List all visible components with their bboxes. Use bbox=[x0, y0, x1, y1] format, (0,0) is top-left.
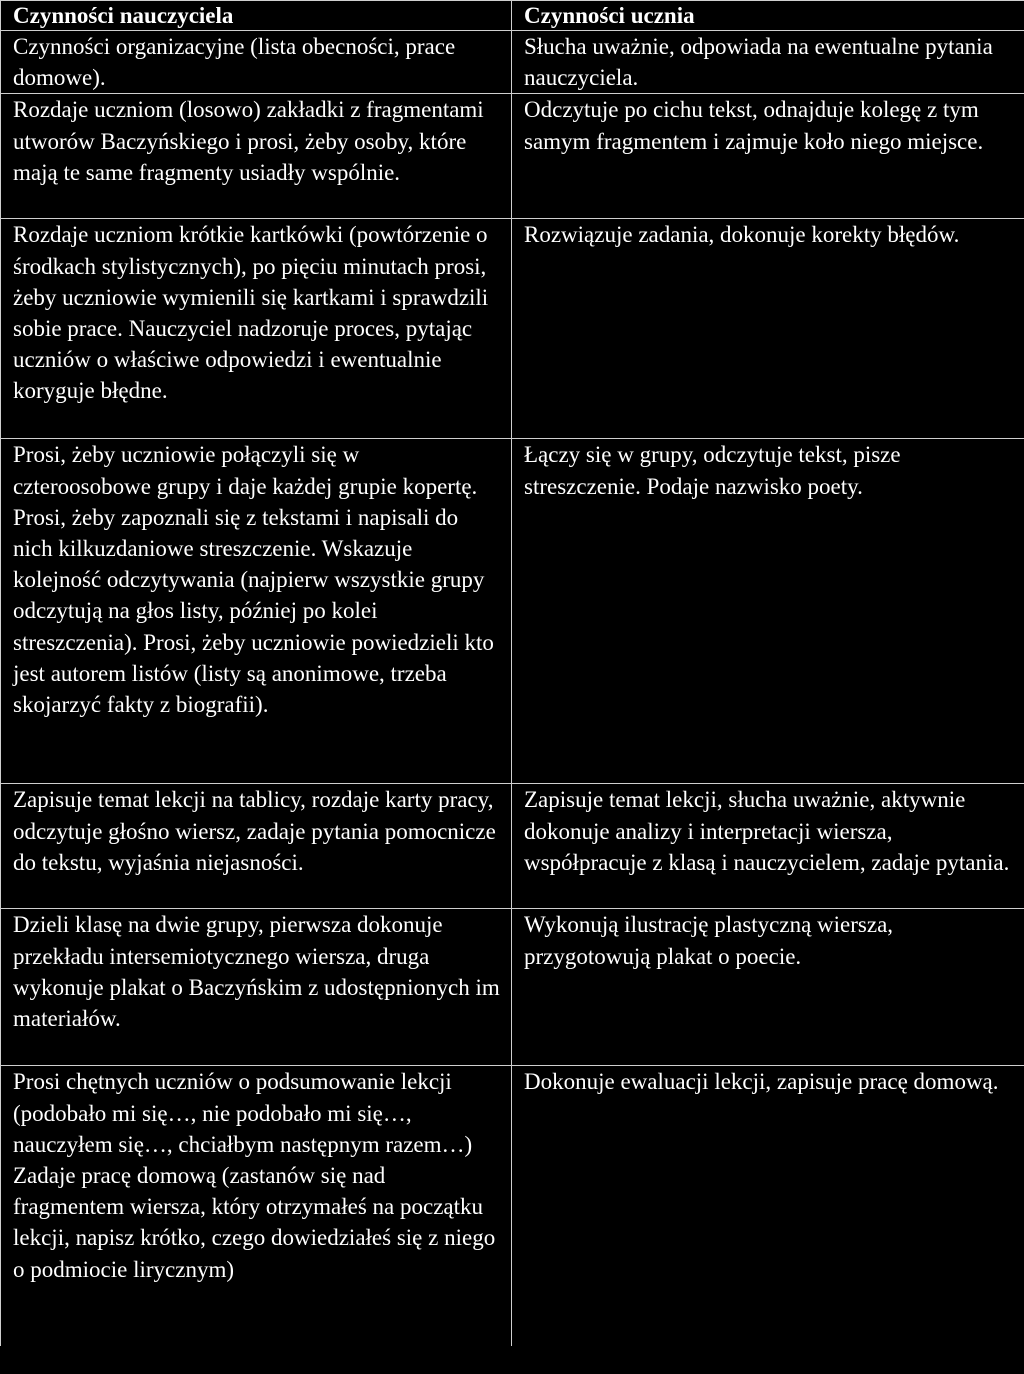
teacher-activities-header: Czynności nauczyciela bbox=[1, 1, 512, 31]
student-activity-cell: Zapisuje temat lekcji, słucha uważnie, aktywnie dokonuje analizy i interpretacji wiersza, współpracuje z klasą i nauczycielem, zadaje pytania. bbox=[512, 784, 1024, 909]
teacher-activity-cell: Rozdaje uczniom (losowo) zakładki z fragmentami utworów Baczyńskiego i prosi, żeby osoby, które mają te same fragmenty usiadły wspólnie. bbox=[1, 94, 512, 219]
table-row bbox=[1, 219, 1024, 439]
teacher-homework-text: Zadaje pracę domową (zastanów się nad fragmentem wiersza, który otrzymałeś na początku lekcji, napisz krótko, czego dowiedziałeś się z niego o podmiocie lirycznym) bbox=[13, 1163, 496, 1282]
teacher-summary-text: Prosi chętnych uczniów o podsumowanie lekcji (podobało mi się…, nie podobało mi się…, nauczyłem się…, chciałbym następnym razem…) bbox=[13, 1069, 473, 1157]
student-activity-cell: Wykonują ilustrację plastyczną wiersza, przygotowują plakat o poecie. bbox=[512, 909, 1024, 1066]
student-activity-cell: Łączy się w grupy, odczytuje tekst, pisze streszczenie. Podaje nazwisko poety. bbox=[512, 439, 1024, 784]
table-row bbox=[1, 909, 1024, 1066]
table-row bbox=[1, 94, 1024, 219]
teacher-activity-cell: Prosi, żeby uczniowie połączyli się w czteroosobowe grupy i daje każdej grupie kopertę. Prosi, żeby zapoznali się z tekstami i napisali do nich kilkuzdaniowe streszczenie. Wskazuje kolejność odczytywania (najpierw wszystkie grupy odczytują na głos listy, później po kolei streszczenia). Prosi, żeby uczniowie powiedzieli kto jest autorem listów (listy są anonimowe, trzeba skojarzyć fakty z biografii). bbox=[1, 439, 512, 784]
teacher-activity-cell: Dzieli klasę na dwie grupy, pierwsza dokonuje przekładu intersemiotycznego wiersza, druga wykonuje plakat o Baczyńskim z udostępnionych im materiałów. bbox=[1, 909, 512, 1066]
student-activity-cell: Dokonuje ewaluacji lekcji, zapisuje pracę domową. bbox=[512, 1066, 1024, 1347]
student-activity-cell: Odczytuje po cichu tekst, odnajduje kolegę z tym samym fragmentem i zajmuje koło niego miejsce. bbox=[512, 94, 1024, 219]
table-row bbox=[1, 784, 1024, 909]
table-row bbox=[1, 31, 1024, 94]
teacher-activity-cell: Rozdaje uczniom krótkie kartkówki (powtórzenie o środkach stylistycznych), po pięciu minutach prosi, żeby uczniowie wymienili się kartkami i sprawdzili sobie prace. Nauczyciel nadzoruje proces, pytając uczniów o właściwe odpowiedzi i ewentualnie koryguje błędne. bbox=[1, 219, 512, 439]
student-activities-header: Czynności ucznia bbox=[512, 1, 1024, 31]
header-row bbox=[1, 1, 1024, 31]
page-bottom-margin bbox=[0, 1346, 1024, 1374]
teacher-activity-cell bbox=[1, 1066, 512, 1347]
student-activity-cell: Słucha uważnie, odpowiada na ewentualne pytania nauczyciela. bbox=[512, 31, 1024, 94]
teacher-activity-cell: Czynności organizacyjne (lista obecności, prace domowe). bbox=[1, 31, 512, 94]
student-activity-cell: Rozwiązuje zadania, dokonuje korekty błędów. bbox=[512, 219, 1024, 439]
teacher-activity-cell: Zapisuje temat lekcji na tablicy, rozdaje karty pracy, odczytuje głośno wiersz, zadaje pytania pomocnicze do tekstu, wyjaśnia niejasności. bbox=[1, 784, 512, 909]
table-row bbox=[1, 439, 1024, 784]
table-row bbox=[1, 1066, 1024, 1347]
